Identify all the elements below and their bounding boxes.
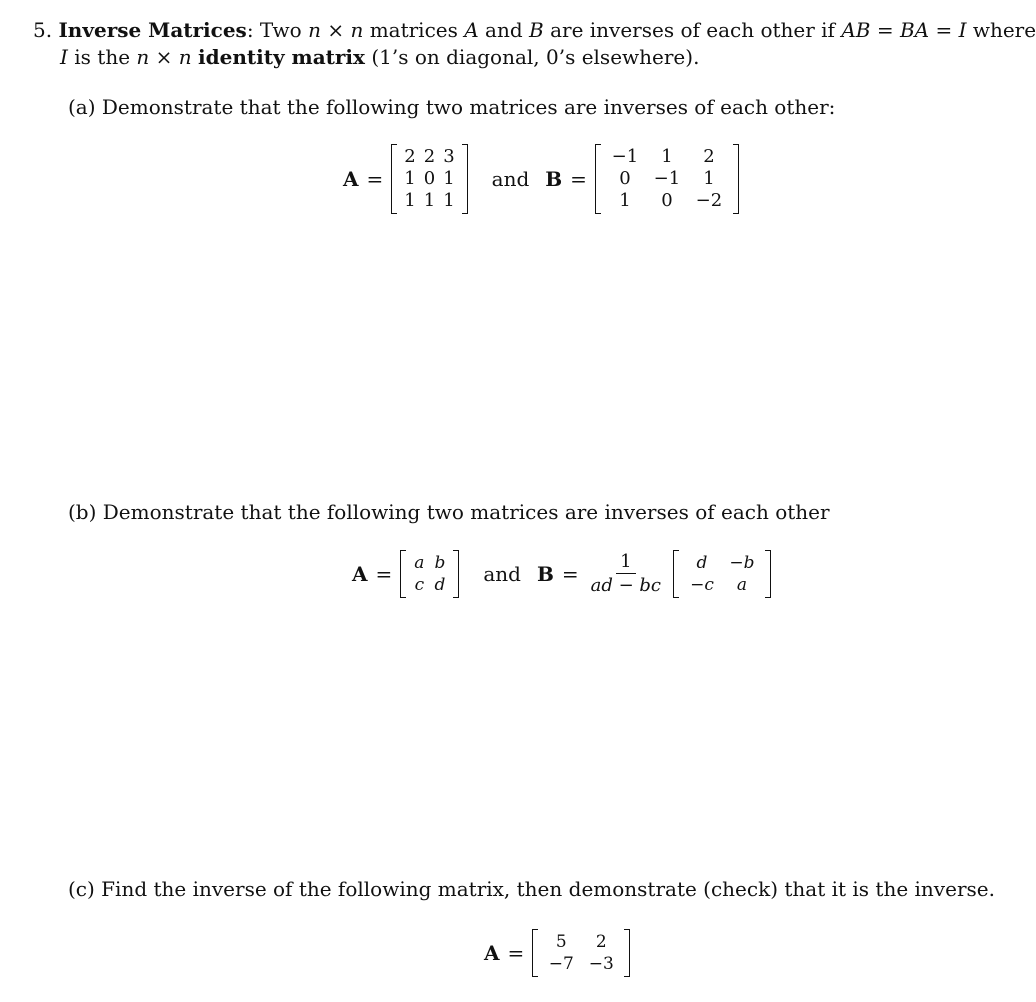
matrix-cell: 0 [619,168,631,189]
matrix-row [604,146,730,168]
matrix-cell: 1 [404,168,416,189]
matrix-cell: −1 [611,146,639,167]
matrix-cell: 1 [619,190,631,211]
matrix-row [409,552,450,574]
matrix-cell: 0 [661,190,673,211]
matrix-row [682,574,762,596]
equals-sign: = [507,941,525,965]
intro2-rest: (1’s on diagonal, 0’s elsewhere). [371,45,700,69]
part-b-prompt: (b) Demonstrate that the following two matrices are inverses of each other [68,500,830,524]
matrix-B [673,550,771,598]
matrix-cell: c [414,575,425,595]
matrix-row [409,574,450,596]
problem-title: Inverse Matrices [58,18,247,42]
part-b-equation [352,550,771,598]
matrix-row [541,931,621,953]
math-eq: = [935,18,953,42]
matrix-cell: d [434,575,446,595]
fraction-denominator: ad − bc [590,575,661,596]
intro-where: where [972,18,1036,42]
identity-matrix-term: identity matrix [198,45,365,69]
matrix-cell: 2 [595,932,607,952]
math-A: A [464,18,479,42]
matrix-row [541,953,621,975]
matrix-row [400,190,458,212]
math-n: n [136,45,150,69]
problem-number: 5. [33,18,53,42]
intro-text-3: are inverses of each other if [550,18,835,42]
matrix-B [595,144,739,214]
math-B: B [529,18,544,42]
intro2-is-the: is the [74,45,131,69]
intro-text-1: : Two [246,18,302,42]
matrix-cell: −3 [588,954,614,974]
matrix-cell: 2 [404,146,416,167]
equals-sign: = [561,562,579,586]
scalar-fraction [587,553,665,595]
matrix-cell: −2 [695,190,723,211]
matrix-cell: 1 [404,190,416,211]
math-times: × [155,45,173,69]
math-times: × [327,18,345,42]
equals-sign: = [375,562,393,586]
matrix-cell: −c [690,575,714,595]
part-a-prompt: (a) Demonstrate that the following two matrices are inverses of each other: [68,95,836,119]
label-B: B [545,167,563,191]
matrix-cell: a [414,553,425,573]
matrix-cell: 1 [423,190,436,211]
matrix-A [532,929,630,977]
label-A: A [343,167,359,191]
math-n: n [178,45,192,69]
matrix-cell: 5 [555,932,567,952]
matrix-cell: 1 [443,190,455,211]
matrix-A [391,144,467,214]
matrix-row [400,146,458,168]
label-A: A [484,941,500,965]
fraction-numerator: 1 [616,553,635,574]
equals-sign: = [366,167,384,191]
label-B: B [536,562,554,586]
math-n: n [308,18,321,42]
matrix-row [400,168,458,190]
matrix-cell: a [736,575,748,595]
matrix-cell: 3 [443,146,455,167]
part-a-equation [343,144,739,214]
matrix-cell: 2 [703,146,715,167]
matrix-A [400,550,459,598]
matrix-cell: 1 [443,168,455,189]
math-I: I [60,45,68,69]
matrix-cell: d [696,553,708,573]
matrix-cell: b [434,553,446,573]
problem-intro-line-2 [60,47,699,67]
matrix-row [604,168,730,190]
label-A: A [352,562,368,586]
equals-sign: = [570,167,587,191]
problem-intro-line-1 [33,20,1036,40]
matrix-cell: −b [729,553,755,573]
math-eq: = [876,18,894,42]
matrix-cell: 1 [661,146,673,167]
part-c-equation [484,929,630,977]
math-BA: BA [899,18,930,42]
intro-and: and [485,18,523,42]
matrix-cell: 2 [423,146,436,167]
matrix-row [604,190,730,212]
matrix-cell: −7 [548,954,574,974]
matrix-cell: −1 [653,168,681,189]
and-text: and [491,167,530,191]
matrix-cell: 0 [423,168,436,189]
math-AB: AB [841,18,871,42]
matrix-cell: 1 [703,168,715,189]
part-c-prompt: (c) Find the inverse of the following matrix, then demonstrate (check) that it is the inverse. [68,877,995,901]
and-text: and [483,562,521,586]
matrix-row [682,552,762,574]
math-I: I [958,18,967,42]
math-n: n [350,18,364,42]
intro-text-2: matrices [369,18,458,42]
